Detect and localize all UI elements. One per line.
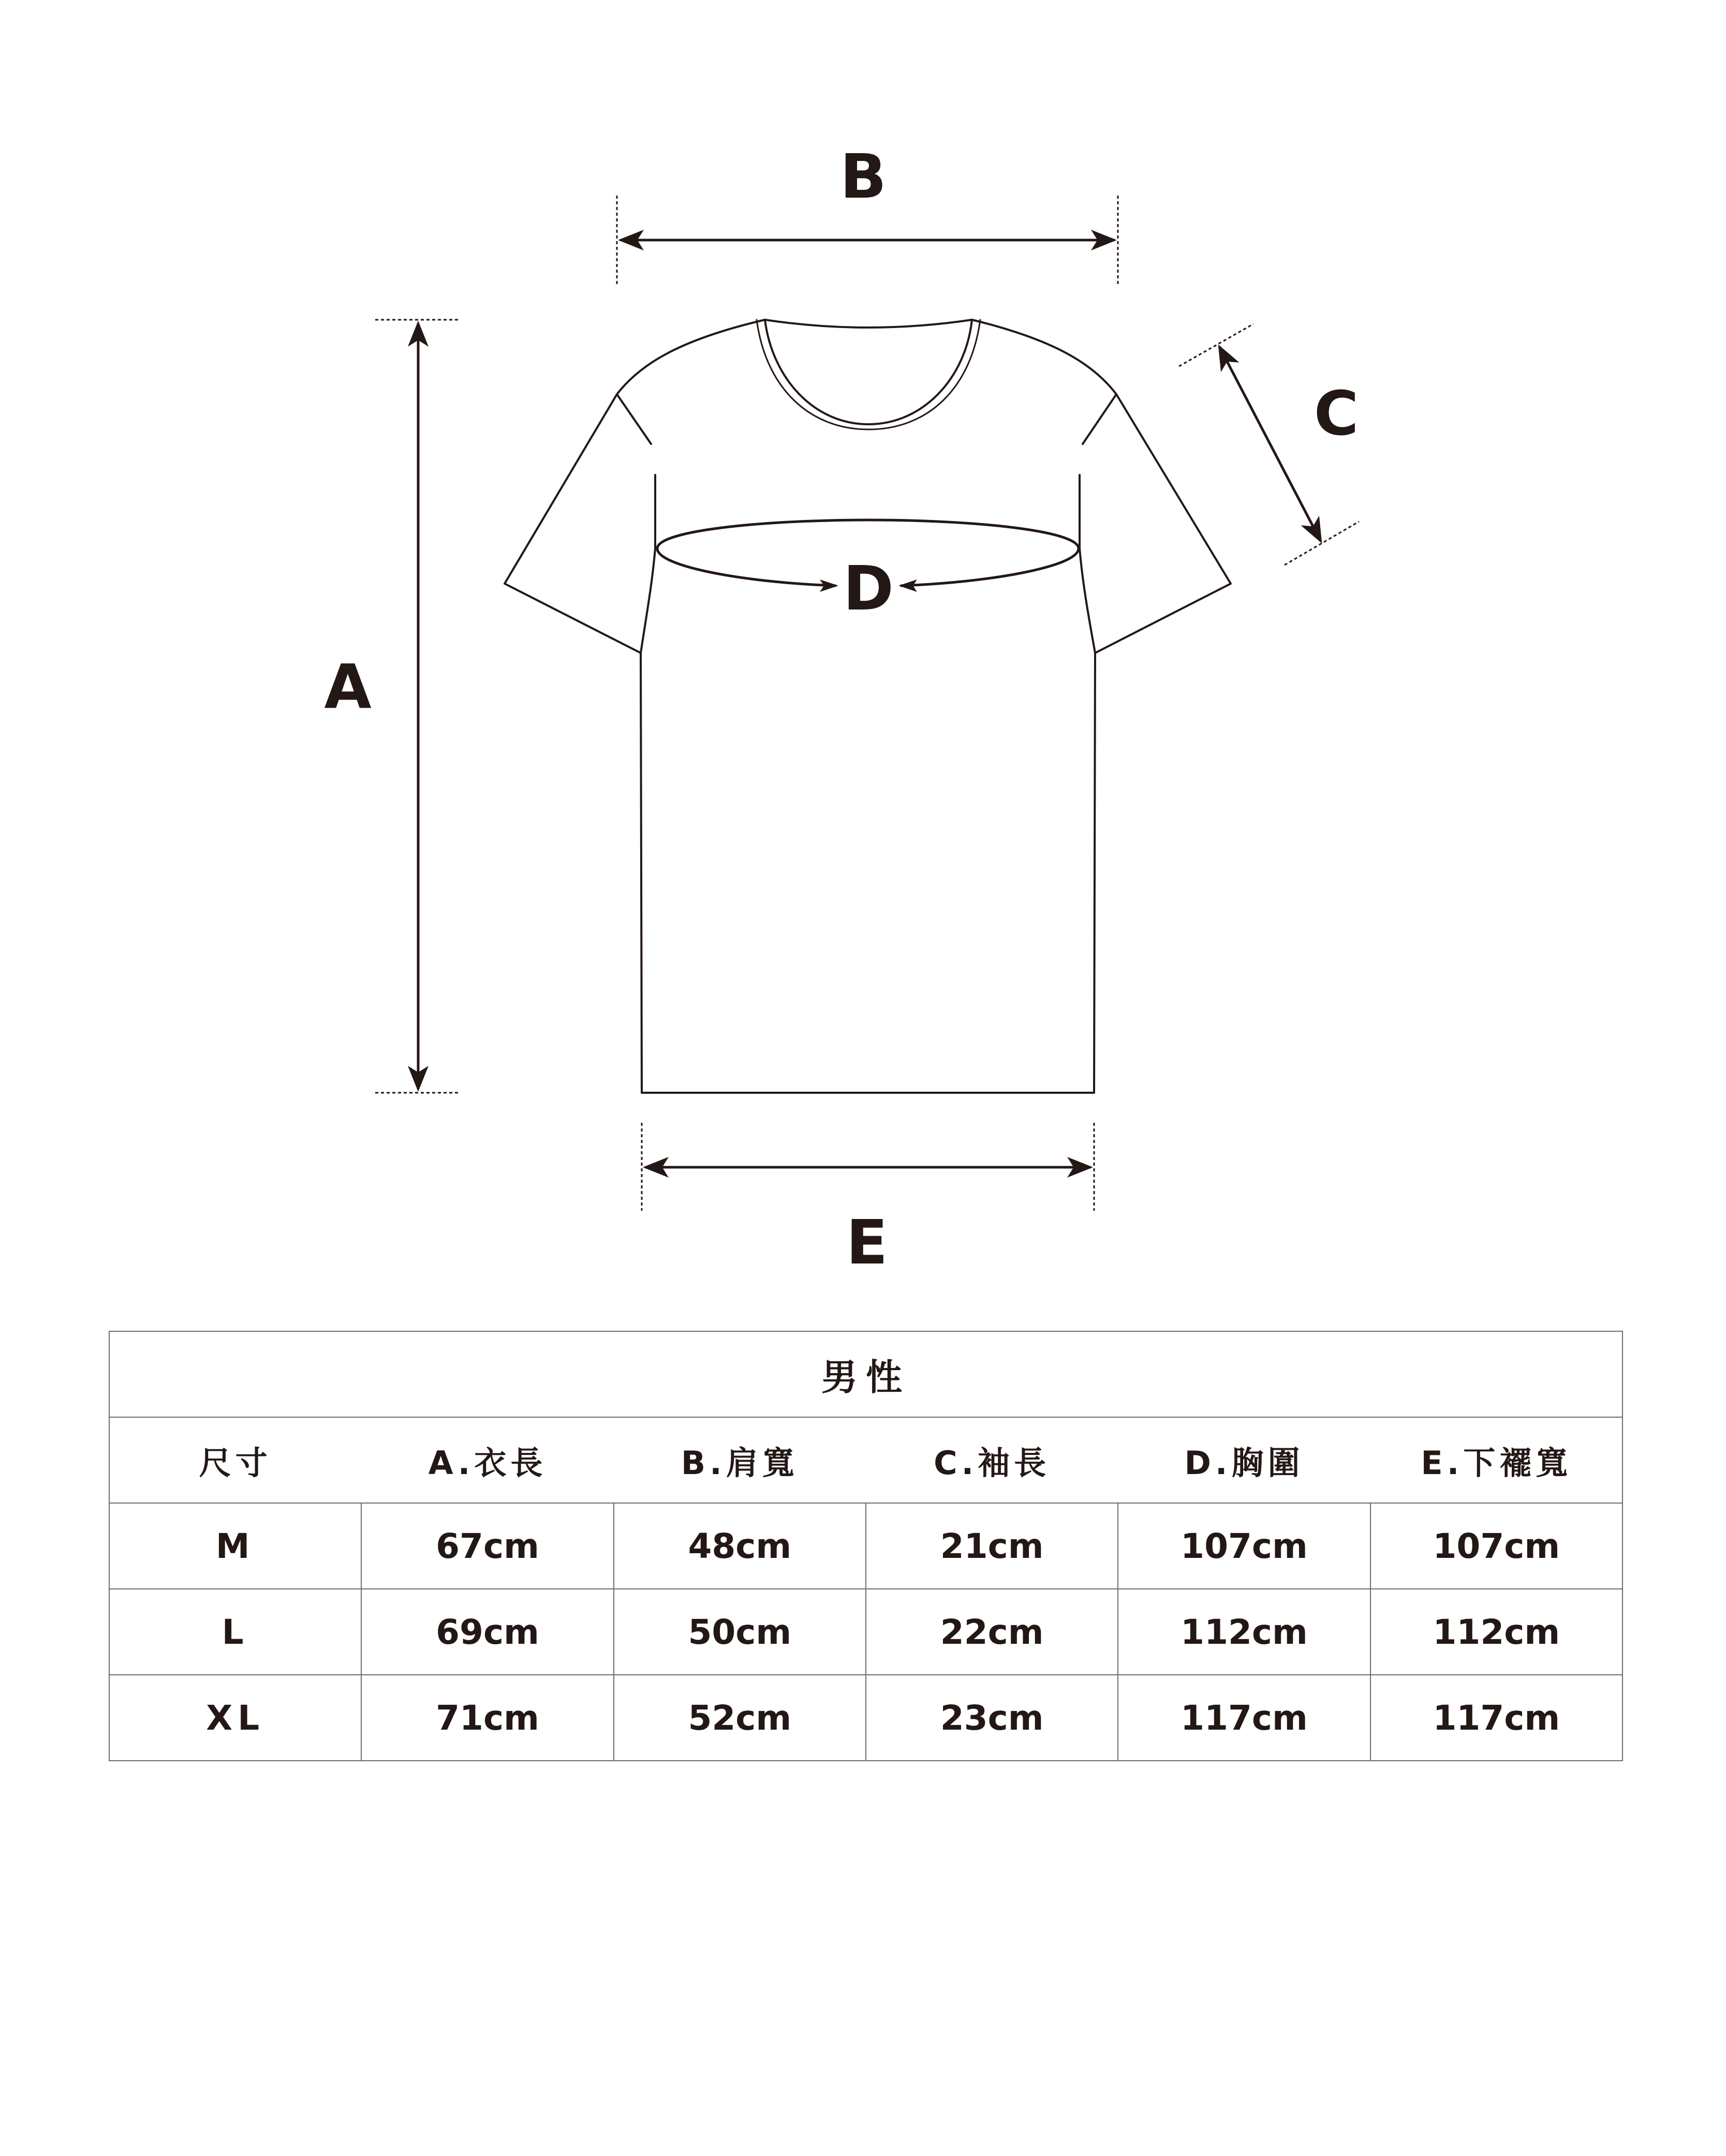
measure-b-label: B	[840, 141, 887, 212]
table-title-row	[109, 1331, 1622, 1417]
measure-a	[324, 320, 461, 1093]
size-label: XL	[109, 1675, 361, 1761]
table-row	[109, 1503, 1622, 1589]
value-hem: 117cm	[1370, 1675, 1622, 1761]
header-sleeve: C.袖長	[866, 1417, 1118, 1503]
table-header-row	[109, 1417, 1622, 1503]
measure-c-label: C	[1314, 378, 1359, 449]
header-chest: D.胸圍	[1118, 1417, 1370, 1503]
value-hem: 107cm	[1370, 1503, 1622, 1589]
tshirt-outline	[505, 320, 1231, 1093]
header-size: 尺寸	[109, 1417, 361, 1503]
measure-d	[657, 520, 1079, 624]
value-chest: 112cm	[1118, 1589, 1370, 1675]
value-sleeve: 23cm	[866, 1675, 1118, 1761]
size-label: L	[109, 1589, 361, 1675]
size-table	[109, 1331, 1623, 1761]
measure-a-label: A	[324, 651, 372, 722]
value-sleeve: 21cm	[866, 1503, 1118, 1589]
measure-c-guide-bottom	[1285, 522, 1359, 565]
measure-e	[642, 1123, 1094, 1278]
measure-d-label: D	[843, 553, 894, 624]
value-sleeve: 22cm	[866, 1589, 1118, 1675]
table-title: 男性	[109, 1331, 1622, 1417]
value-chest: 107cm	[1118, 1503, 1370, 1589]
table-row	[109, 1589, 1622, 1675]
measure-c	[1179, 324, 1359, 565]
value-shoulder: 50cm	[614, 1589, 866, 1675]
size-label: M	[109, 1503, 361, 1589]
value-hem: 112cm	[1370, 1589, 1622, 1675]
value-length: 67cm	[361, 1503, 613, 1589]
value-length: 69cm	[361, 1589, 613, 1675]
measure-c-arrow	[1219, 347, 1321, 541]
header-length: A.衣長	[361, 1417, 613, 1503]
value-shoulder: 48cm	[614, 1503, 866, 1589]
measure-b	[617, 141, 1118, 285]
measure-c-guide-top	[1179, 324, 1253, 366]
value-shoulder: 52cm	[614, 1675, 866, 1761]
measure-e-label: E	[846, 1207, 888, 1278]
value-length: 71cm	[361, 1675, 613, 1761]
header-shoulder: B.肩寬	[614, 1417, 866, 1503]
header-hem: E.下襬寬	[1370, 1417, 1622, 1503]
value-chest: 117cm	[1118, 1675, 1370, 1761]
table-row	[109, 1675, 1622, 1761]
